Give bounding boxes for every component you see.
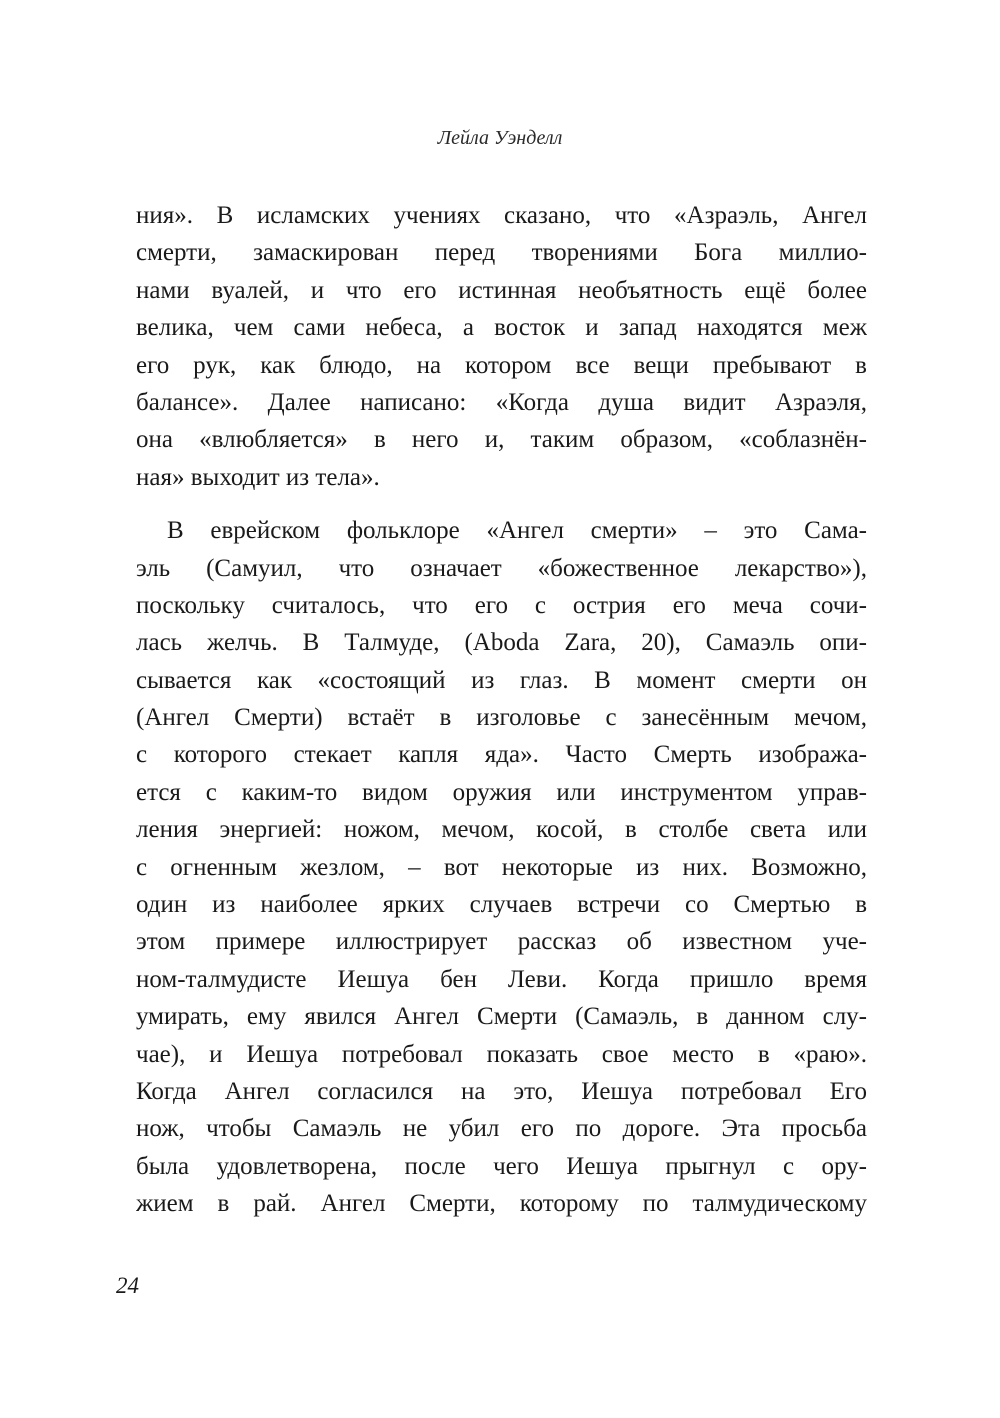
page-number: 24	[116, 1273, 139, 1298]
text-line: смерти, замаскирован перед творениями Бога миллио-	[136, 239, 867, 267]
text-line: чае), и Иешуа потребовал показать свое место в «раю».	[136, 1040, 867, 1068]
text-line: ном-талмудисте Иешуа бен Леви. Когда пришло время	[136, 965, 867, 993]
body-text	[136, 197, 867, 1223]
text-line: (Ангел Смерти) встаёт в изголовье с занесённым мечом,	[136, 704, 867, 732]
text-line: Когда Ангел согласился на это, Иешуа потребовал Его	[136, 1077, 867, 1105]
text-line: эль (Самуил, что означает «божественное лекарство»),	[136, 554, 867, 582]
running-header: Лейла Уэнделл	[437, 127, 563, 149]
text-line: умирать, ему явился Ангел Смерти (Самаэль, в данном слу-	[136, 1003, 867, 1031]
paragraph-1	[136, 197, 867, 496]
text-line: В еврейском фольклоре «Ангел смерти» – это Сама-	[167, 517, 867, 545]
text-line: балансе». Далее написано: «Когда душа видит Азраэля,	[136, 388, 867, 416]
text-line: ления энергией: ножом, мечом, косой, в столбе света или	[136, 816, 867, 844]
text-line: нами вуалей, и что его истинная необъятность ещё более	[136, 276, 867, 304]
text-line: один из наиболее ярких случаев встречи со Смертью в	[136, 891, 867, 919]
text-line: лась желчь. В Талмуде, (Aboda Zara, 20), Самаэль опи-	[136, 629, 867, 657]
text-line: ется с каким-то видом оружия или инструментом управ-	[136, 778, 867, 806]
text-line: сывается как «состоящий из глаз. В момент смерти он	[136, 666, 867, 694]
text-line: велика, чем сами небеса, а восток и запад находятся меж	[136, 314, 867, 342]
text-line: с которого стекает капля яда». Часто Смерть изобража-	[136, 741, 867, 769]
paragraph-gap	[136, 496, 867, 512]
text-line: нож, чтобы Самаэль не убил его по дороге. Эта просьба	[136, 1115, 867, 1143]
text-line: была удовлетворена, после чего Иешуа прыгнул с ору-	[136, 1152, 867, 1180]
text-line: этом примере иллюстрирует рассказ об известном уче-	[136, 928, 867, 956]
text-line: поскольку считалось, что его с острия его меча сочи-	[136, 591, 867, 619]
text-line: с огненным жезлом, – вот некоторые из них. Возможно,	[136, 853, 867, 881]
text-line: она «влюбляется» в него и, таким образом, «соблазнён-	[136, 426, 867, 454]
text-line: ния». В исламских учениях сказано, что «Азраэль, Ангел	[136, 202, 867, 229]
text-line: ная» выходит из тела».	[136, 463, 380, 491]
paragraph-2	[136, 512, 867, 1222]
text-line: его рук, как блюдо, на котором все вещи пребывают в	[136, 351, 867, 379]
text-line: жием в рай. Ангел Смерти, которому по талмудическому	[136, 1190, 867, 1218]
